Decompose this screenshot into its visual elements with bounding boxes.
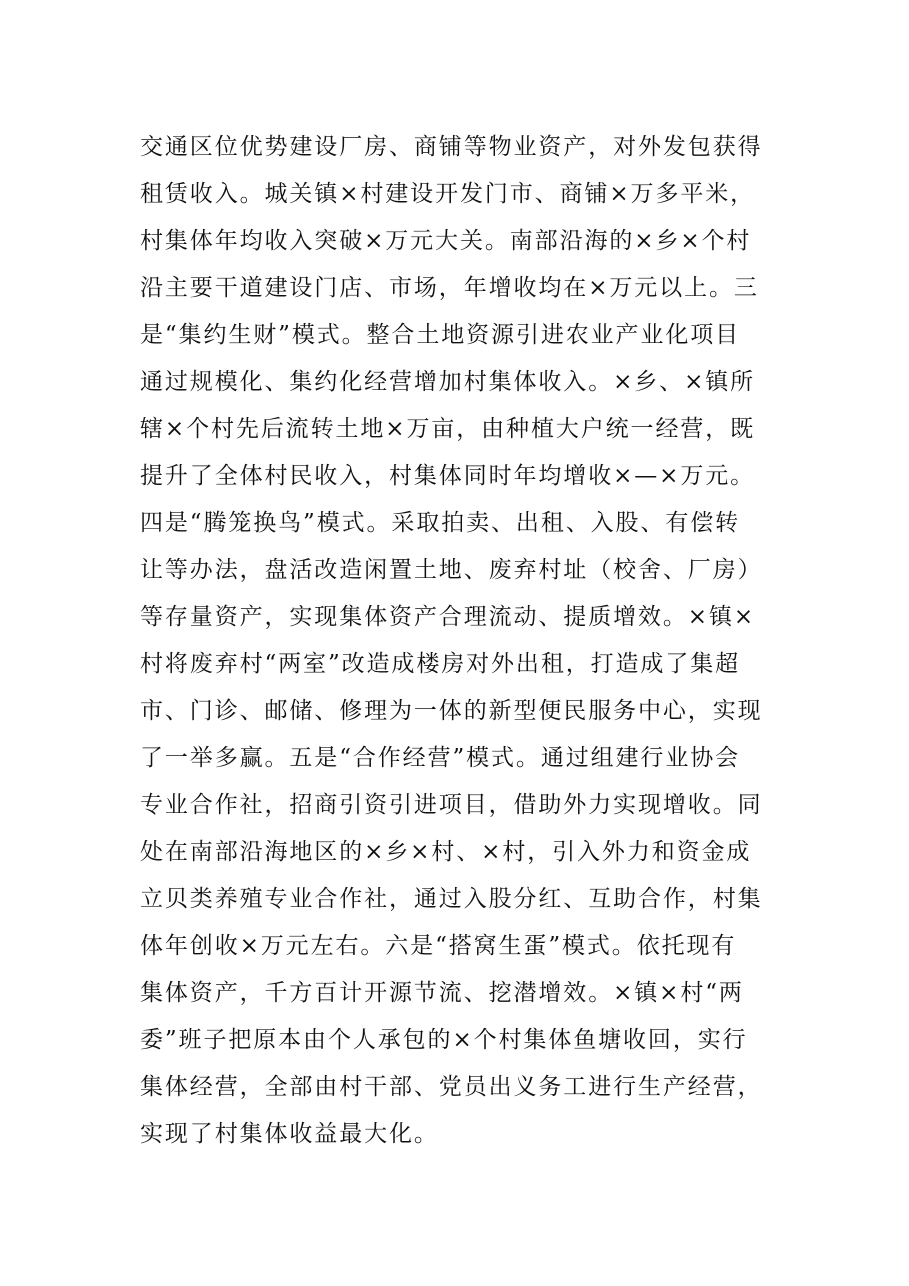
text-line: 等存量资产，实现集体资产合理流动、提质增效。×镇× [140, 604, 756, 630]
text-line: 辖×个村先后流转土地×万亩，由种植大户统一经营，既 [140, 416, 756, 442]
text-line: 交通区位优势建设厂房、商铺等物业资产，对外发包获得 [140, 134, 763, 160]
text-line: 集体资产，千方百计开源节流、挖潜增效。×镇×村“两 [140, 980, 744, 1006]
text-line: 处在南部沿海地区的×乡×村、×村，引入外力和资金成 [140, 839, 752, 865]
body-paragraph [140, 124, 780, 1158]
text-line: 四是“腾笼换鸟”模式。采取拍卖、出租、入股、有偿转 [140, 510, 741, 536]
text-line: 集体经营，全部由村干部、党员出义务工进行生产经营， [140, 1074, 763, 1100]
text-line: 实现了村集体收益最大化。 [140, 1121, 439, 1147]
text-line: 体年创收×万元左右。六是“搭窝生蛋”模式。依托现有 [140, 933, 737, 959]
text-line: 租赁收入。城关镇×村建设开发门市、商铺×万多平米， [140, 181, 756, 207]
text-line: 让等办法，盘活改造闲置土地、废弃村址（校舍、厂房） [140, 557, 763, 583]
text-line: 委”班子把原本由个人承包的×个村集体鱼塘收回，实行 [140, 1027, 748, 1053]
text-line: 市、门诊、邮储、修理为一体的新型便民服务中心，实现 [140, 698, 763, 724]
text-line: 专业合作社，招商引资引进项目，借助外力实现增收。同 [140, 792, 763, 818]
text-line: 提升了全体村民收入，村集体同时年均增收×—×万元。 [140, 463, 756, 489]
text-line: 通过规模化、集约化经营增加村集体收入。×乡、×镇所 [140, 369, 756, 395]
text-line: 沿主要干道建设门店、市场，年增收均在×万元以上。三 [140, 275, 759, 301]
text-line: 村集体年均收入突破×万元大关。南部沿海的×乡×个村 [140, 228, 752, 254]
text-line: 立贝类养殖专业合作社，通过入股分红、互助合作，村集 [140, 886, 763, 912]
text-line: 了一举多赢。五是“合作经营”模式。通过组建行业协会 [140, 745, 741, 771]
text-line: 村将废弃村“两室”改造成楼房对外出租，打造成了集超 [140, 651, 741, 677]
text-line: 是“集约生财”模式。整合土地资源引进农业产业化项目 [140, 322, 741, 348]
